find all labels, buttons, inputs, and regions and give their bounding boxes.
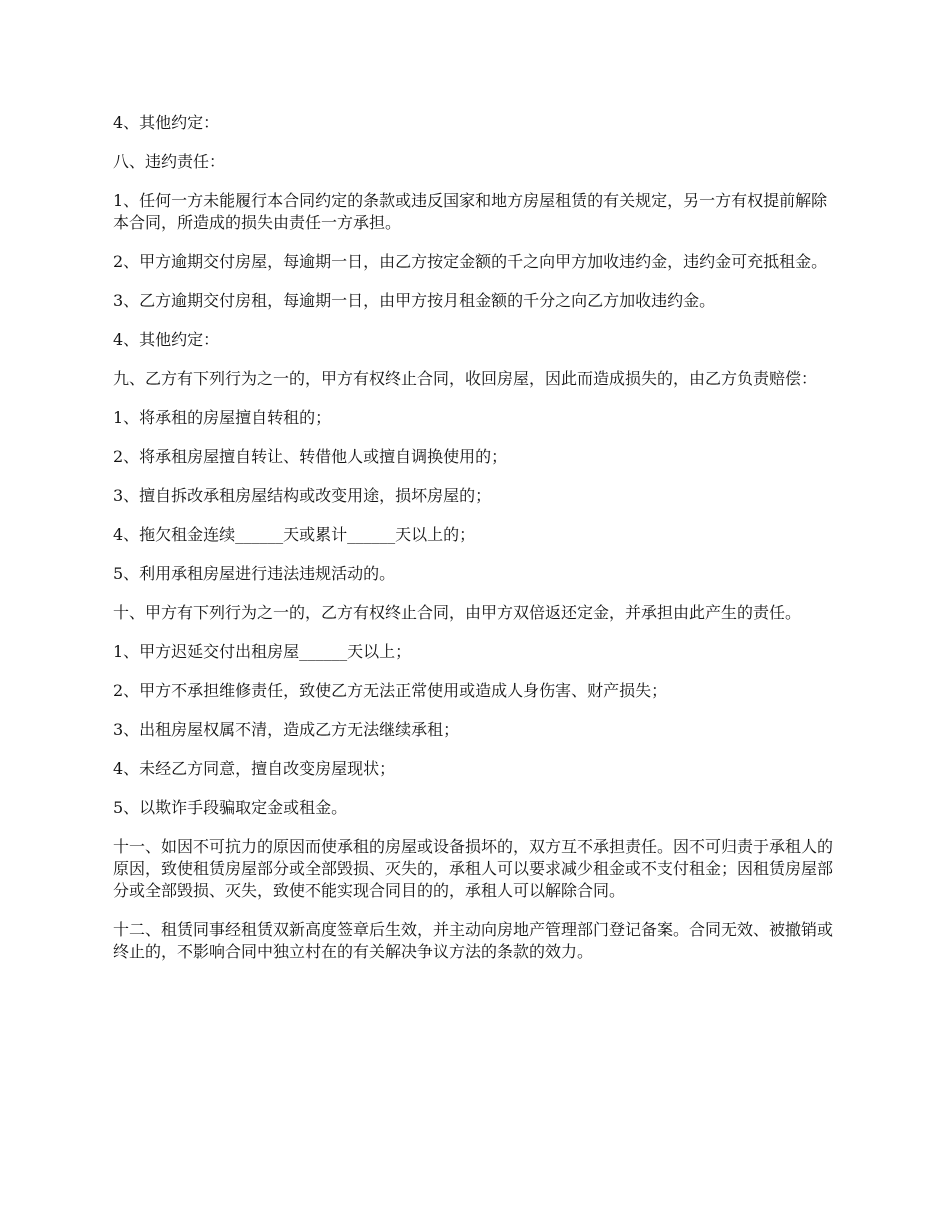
paragraph-tenant-2: 2、将承租房屋擅自转让、转借他人或擅自调换使用的；	[113, 447, 508, 466]
paragraph-landlord-4: 4、未经乙方同意，擅自改变房屋现状；	[113, 759, 396, 778]
paragraph-landlord-2: 2、甲方不承担维修责任，致使乙方无法正常使用或造成人身伤害、财产损失；	[113, 681, 668, 700]
paragraph-other-terms-1: 4、其他约定：	[113, 113, 220, 132]
paragraph-breach-2: 2、甲方逾期交付房屋，每逾期一日，由乙方按定金额的千之向甲方加收违约金，违约金可充抵租金。	[113, 252, 828, 271]
paragraph-landlord-1: 1、甲方迟延交付出租房屋______天以上；	[113, 642, 412, 661]
paragraph-tenant-3: 3、擅自拆改承租房屋结构或改变用途，损坏房屋的；	[113, 486, 492, 505]
paragraph-other-terms-2: 4、其他约定：	[113, 330, 220, 349]
heading-tenant-termination: 九、乙方有下列行为之一的，甲方有权终止合同，收回房屋，因此而造成损失的，由乙方负责赔偿：	[113, 369, 818, 388]
paragraph-landlord-3: 3、出租房屋权属不清，造成乙方无法继续承租；	[113, 720, 460, 739]
heading-landlord-termination: 十、甲方有下列行为之一的，乙方有权终止合同，由甲方双倍返还定金，并承担由此产生的责任。	[113, 603, 802, 622]
paragraph-effectiveness: 十二、租赁同事经租赁双新高度签章后生效，并主动向房地产管理部门登记备案。合同无效、被撤销或终止的，不影响合同中独立村在的有关解决争议方法的条款的效力。	[113, 920, 834, 961]
heading-breach-liability: 八、违约责任：	[113, 152, 226, 171]
paragraph-tenant-5: 5、利用承租房屋进行违法违规活动的。	[113, 564, 396, 583]
paragraph-breach-1: 1、任何一方未能履行本合同约定的条款或违反国家和地方房屋租赁的有关规定，另一方有权提前解除本合同，所造成的损失由责任一方承担。	[113, 191, 828, 232]
paragraph-tenant-1: 1、将承租的房屋擅自转租的；	[113, 408, 332, 427]
paragraph-landlord-5: 5、以欺诈手段骗取定金或租金。	[113, 798, 348, 817]
document-body	[113, 112, 843, 980]
paragraph-force-majeure: 十一、如因不可抗力的原因而使承租的房屋或设备损坏的，双方互不承担责任。因不可归责于承租人的原因，致使租赁房屋部分或全部毁损、灭失的，承租人可以要求减少租金或不支付租金；因租赁房屋部分或全部毁损、灭失，致使不能实现合同目的的，承租人可以解除合同。	[113, 837, 834, 900]
paragraph-tenant-4: 4、拖欠租金连续______天或累计______天以上的；	[113, 525, 476, 544]
paragraph-breach-3: 3、乙方逾期交付房租，每逾期一日，由甲方按月租金额的千分之向乙方加收违约金。	[113, 291, 716, 310]
